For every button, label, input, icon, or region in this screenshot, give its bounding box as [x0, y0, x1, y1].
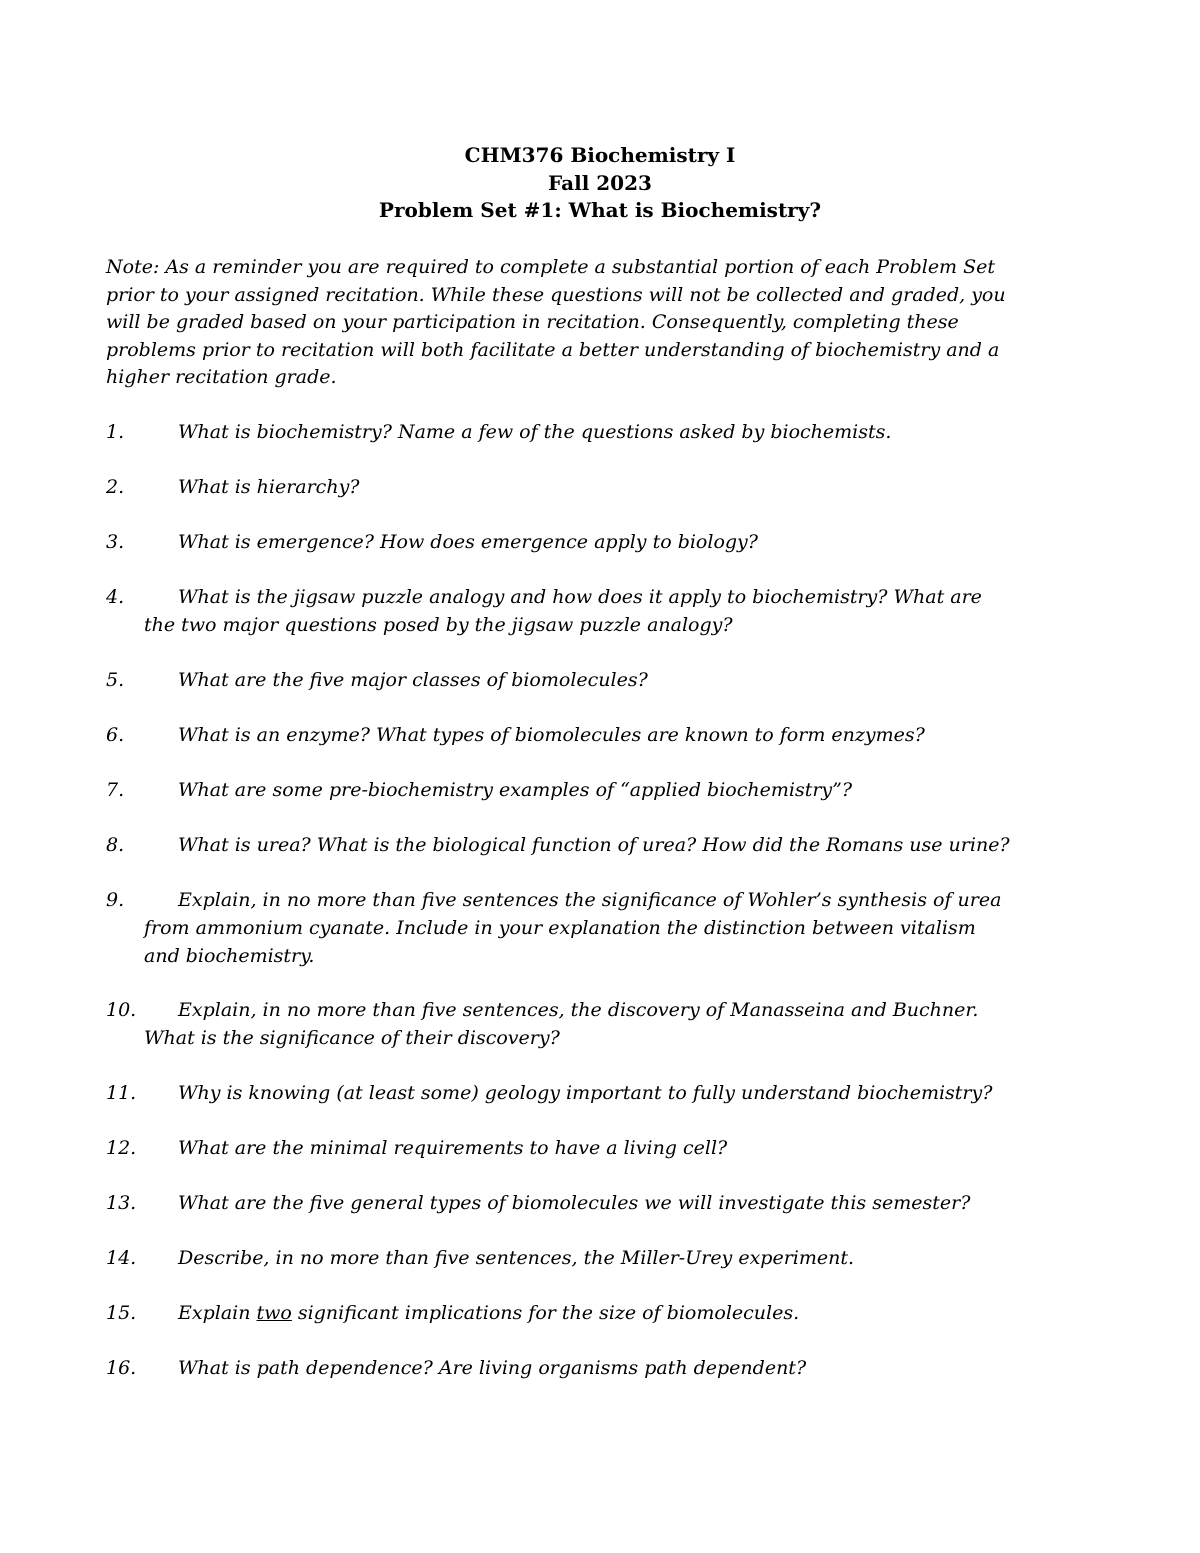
question-number: 1.	[106, 421, 125, 443]
question-number: 5.	[106, 669, 125, 691]
question-text: What is emergence? How does emergence apply to biology?	[178, 531, 758, 553]
question-text-continued: from ammonium cyanate. Include in your explanation the distinction between vitalism	[144, 917, 976, 939]
question-text: What are the five general types of biomolecules we will investigate this semester?	[178, 1192, 971, 1214]
question-number: 10.	[106, 999, 137, 1021]
question-text-underlined: two	[256, 1302, 292, 1324]
question-text: Explain, in no more than five sentences the significance of Wohler’s synthesis of urea	[178, 889, 1002, 911]
question-8	[106, 831, 1010, 859]
question-number: 15.	[106, 1302, 137, 1324]
problem-set-title: Problem Set #1: What is Biochemistry?	[378, 198, 822, 222]
question-text: What are the five major classes of biomolecules?	[178, 669, 648, 691]
question-number: 3.	[106, 531, 125, 553]
question-number: 8.	[106, 834, 125, 856]
question-text: What are some pre-biochemistry examples of “applied biochemistry”?	[178, 779, 853, 801]
question-number: 13.	[106, 1192, 137, 1214]
note-paragraph	[106, 254, 1036, 392]
question-11	[106, 1079, 992, 1107]
question-13	[106, 1189, 970, 1217]
question-text: What is biochemistry? Name a few of the questions asked by biochemists.	[178, 421, 892, 443]
question-2	[106, 473, 359, 501]
note-line: will be graded based on your participation in recitation. Consequently, completing these	[106, 311, 959, 333]
question-number: 14.	[106, 1247, 137, 1269]
question-7	[106, 776, 852, 804]
question-4	[106, 583, 982, 639]
note-line: problems prior to recitation will both facilitate a better understanding of biochemistry and a	[106, 338, 1000, 361]
note-line: prior to your assigned recitation. While these questions will not be collected and graded, you	[106, 283, 1006, 306]
question-16	[106, 1354, 806, 1382]
question-number: 7.	[106, 779, 125, 801]
question-text: What is urea? What is the biological function of urea? How did the Romans use urine?	[178, 834, 1010, 856]
question-text: What is path dependence? Are living organisms path dependent?	[178, 1357, 807, 1379]
question-text: What is the jigsaw puzzle analogy and how does it apply to biochemistry? What are	[178, 586, 982, 608]
question-number: 16.	[106, 1357, 137, 1379]
note-line: Note: As a reminder you are required to complete a substantial portion of each Problem Set	[106, 256, 996, 278]
question-text: Describe, in no more than five sentences, the Miller-Urey experiment.	[178, 1247, 855, 1269]
question-number: 2.	[106, 476, 125, 498]
document-header	[0, 142, 1200, 225]
question-15	[106, 1299, 799, 1327]
question-text-continued: and biochemistry.	[144, 945, 315, 967]
question-number: 9.	[106, 889, 125, 911]
question-text: What are the minimal requirements to have a living cell?	[178, 1137, 728, 1159]
question-text-after: significant implications for the size of biomolecules.	[291, 1302, 800, 1324]
term-label: Fall 2023	[548, 170, 652, 195]
question-number: 12.	[106, 1137, 137, 1159]
question-text-continued: the two major questions posed by the jigsaw puzzle analogy?	[144, 614, 733, 636]
question-9	[106, 886, 1001, 970]
question-10	[106, 996, 978, 1052]
question-number: 11.	[106, 1082, 137, 1104]
question-text: Why is knowing (at least some) geology important to fully understand biochemistry?	[178, 1082, 993, 1104]
question-number: 6.	[106, 724, 125, 746]
question-number: 4.	[106, 586, 125, 608]
question-5	[106, 666, 648, 694]
note-line: higher recitation grade.	[106, 366, 337, 388]
course-title: CHM376 Biochemistry I	[464, 143, 736, 167]
question-1	[106, 418, 891, 446]
question-text-continued: What is the significance of their discovery?	[144, 1027, 560, 1049]
question-6	[106, 721, 925, 749]
question-text-before: Explain	[178, 1302, 257, 1324]
question-3	[106, 528, 758, 556]
question-14	[106, 1244, 854, 1272]
question-12	[106, 1134, 727, 1162]
question-text: Explain, in no more than five sentences, the discovery of Manasseina and Buchner.	[178, 999, 979, 1021]
question-text: What is an enzyme? What types of biomolecules are known to form enzymes?	[178, 724, 925, 746]
question-text: What is hierarchy?	[178, 476, 360, 498]
